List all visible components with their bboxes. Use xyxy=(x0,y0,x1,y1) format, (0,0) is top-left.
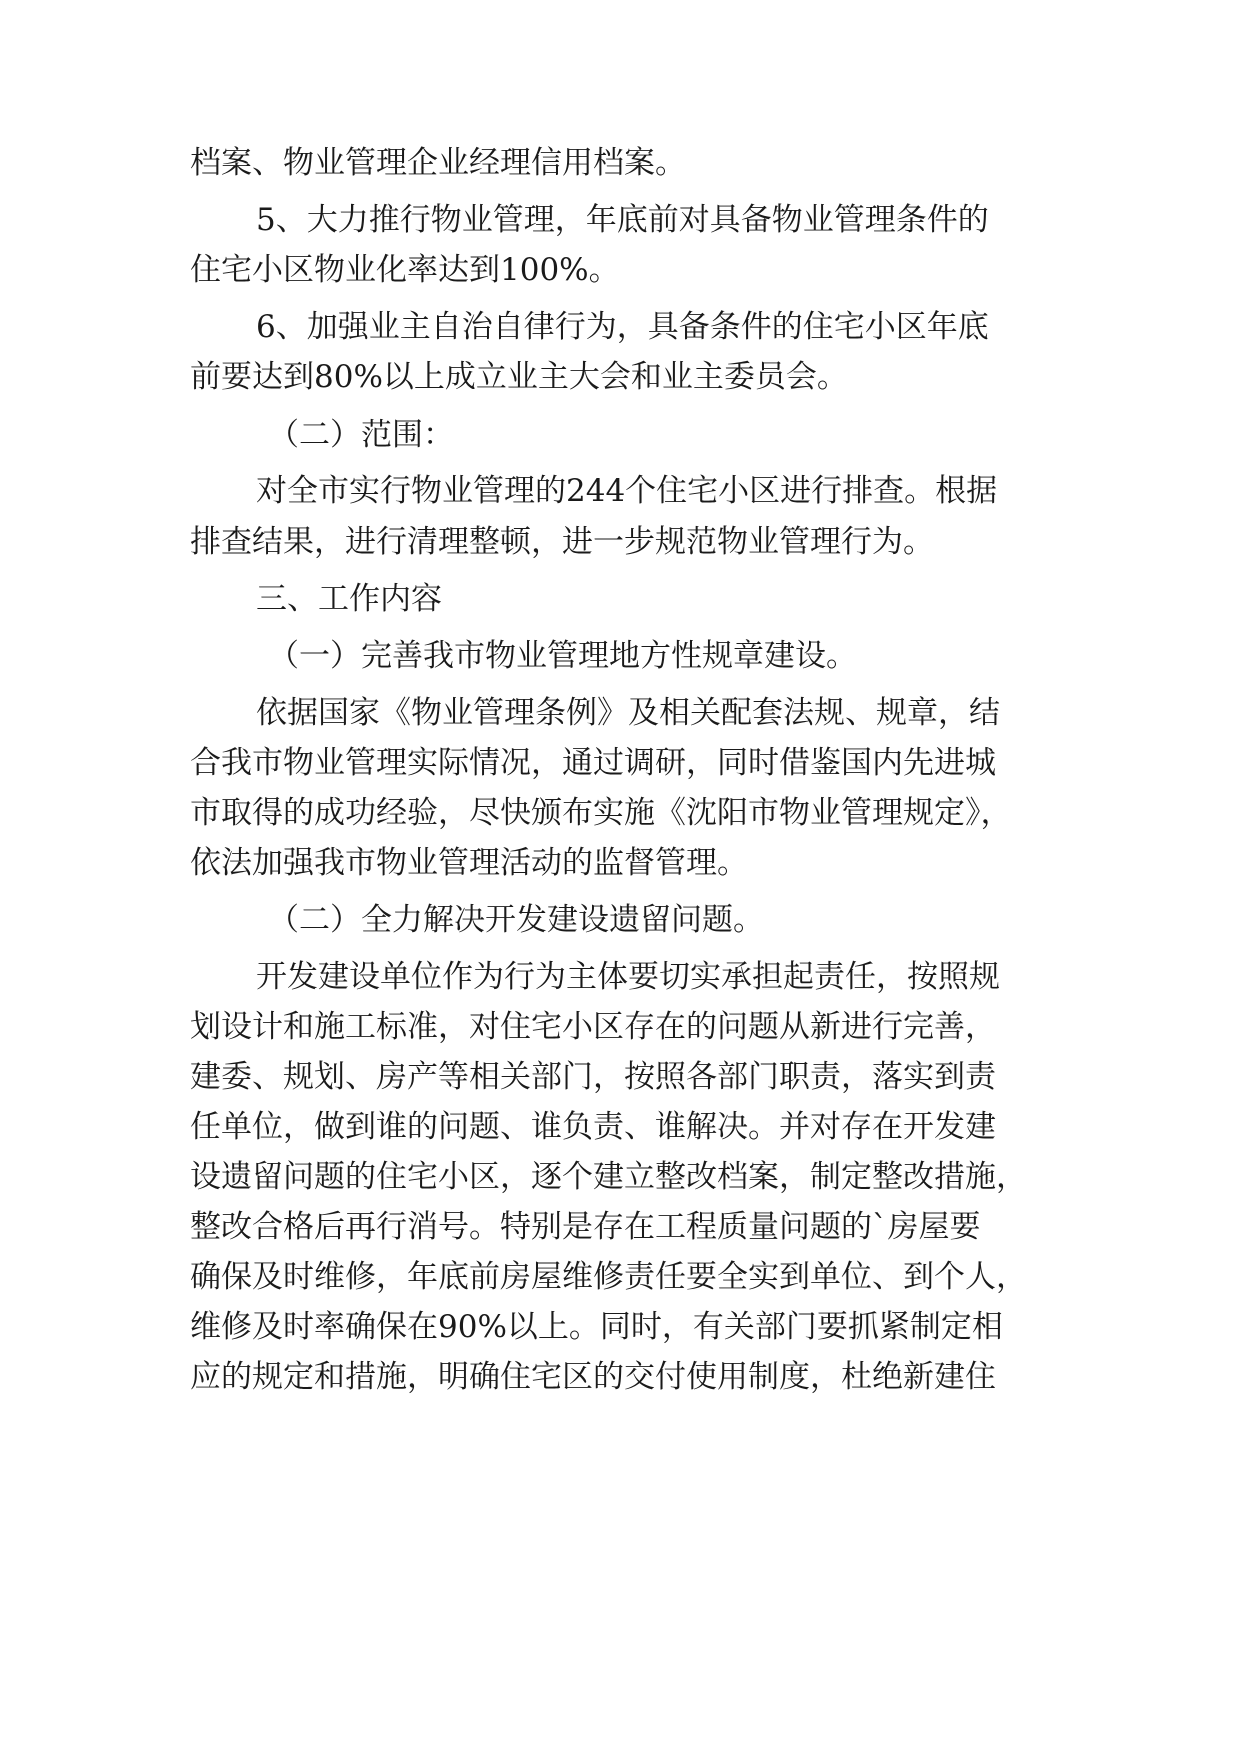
text-line: 住宅小区物业化率达到100%。 xyxy=(190,252,620,288)
text-line: 对全市实行物业管理的244个住宅小区进行排查。根据 xyxy=(256,473,998,509)
text-line: 设遗留问题的住宅小区，逐个建立整改档案，制定整改措施， xyxy=(190,1159,1027,1195)
text-line: 依法加强我市物业管理活动的监督管理。 xyxy=(190,845,748,881)
text-line: 6、加强业主自治自律行为，具备条件的住宅小区年底 xyxy=(256,309,989,345)
text-line: 5、大力推行物业管理，年底前对具备物业管理条件的 xyxy=(256,202,989,238)
text-line: 维修及时率确保在90%以上。同时，有关部门要抓紧制定相 xyxy=(190,1309,1003,1345)
text-line: 依据国家《物业管理条例》及相关配套法规、规章，结 xyxy=(256,695,1000,731)
text-line: 整改合格后再行消号。特别是存在工程质量问题的`房屋要 xyxy=(190,1209,981,1245)
text-line: 建委、规划、房产等相关部门，按照各部门职责，落实到责 xyxy=(190,1059,996,1095)
text-line: 前要达到80%以上成立业主大会和业主委员会。 xyxy=(190,359,848,395)
text-line: 划设计和施工标准，对住宅小区存在的问题从新进行完善， xyxy=(190,1009,996,1045)
text-line: 市取得的成功经验，尽快颁布实施《沈阳市物业管理规定》， xyxy=(190,795,1012,831)
text-line: 应的规定和措施，明确住宅区的交付使用制度，杜绝新建住 xyxy=(190,1359,996,1395)
text-line: 合我市物业管理实际情况，通过调研，同时借鉴国内先进城 xyxy=(190,745,996,781)
text-line: 开发建设单位作为行为主体要切实承担起责任，按照规 xyxy=(256,959,1000,995)
section-heading: （二）范围： xyxy=(268,417,454,453)
section-heading: （二）全力解决开发建设遗留问题。 xyxy=(268,902,764,938)
section-heading: 三、工作内容 xyxy=(256,581,442,617)
text-line: 排查结果，进行清理整顿，进一步规范物业管理行为。 xyxy=(190,524,934,560)
text-line: 任单位，做到谁的问题、谁负责、谁解决。并对存在开发建 xyxy=(190,1109,996,1145)
text-line: 档案、物业管理企业经理信用档案。 xyxy=(190,145,686,181)
section-heading: （一）完善我市物业管理地方性规章建设。 xyxy=(268,638,857,674)
text-line: 确保及时维修，年底前房屋维修责任要全实到单位、到个人， xyxy=(190,1259,1027,1295)
